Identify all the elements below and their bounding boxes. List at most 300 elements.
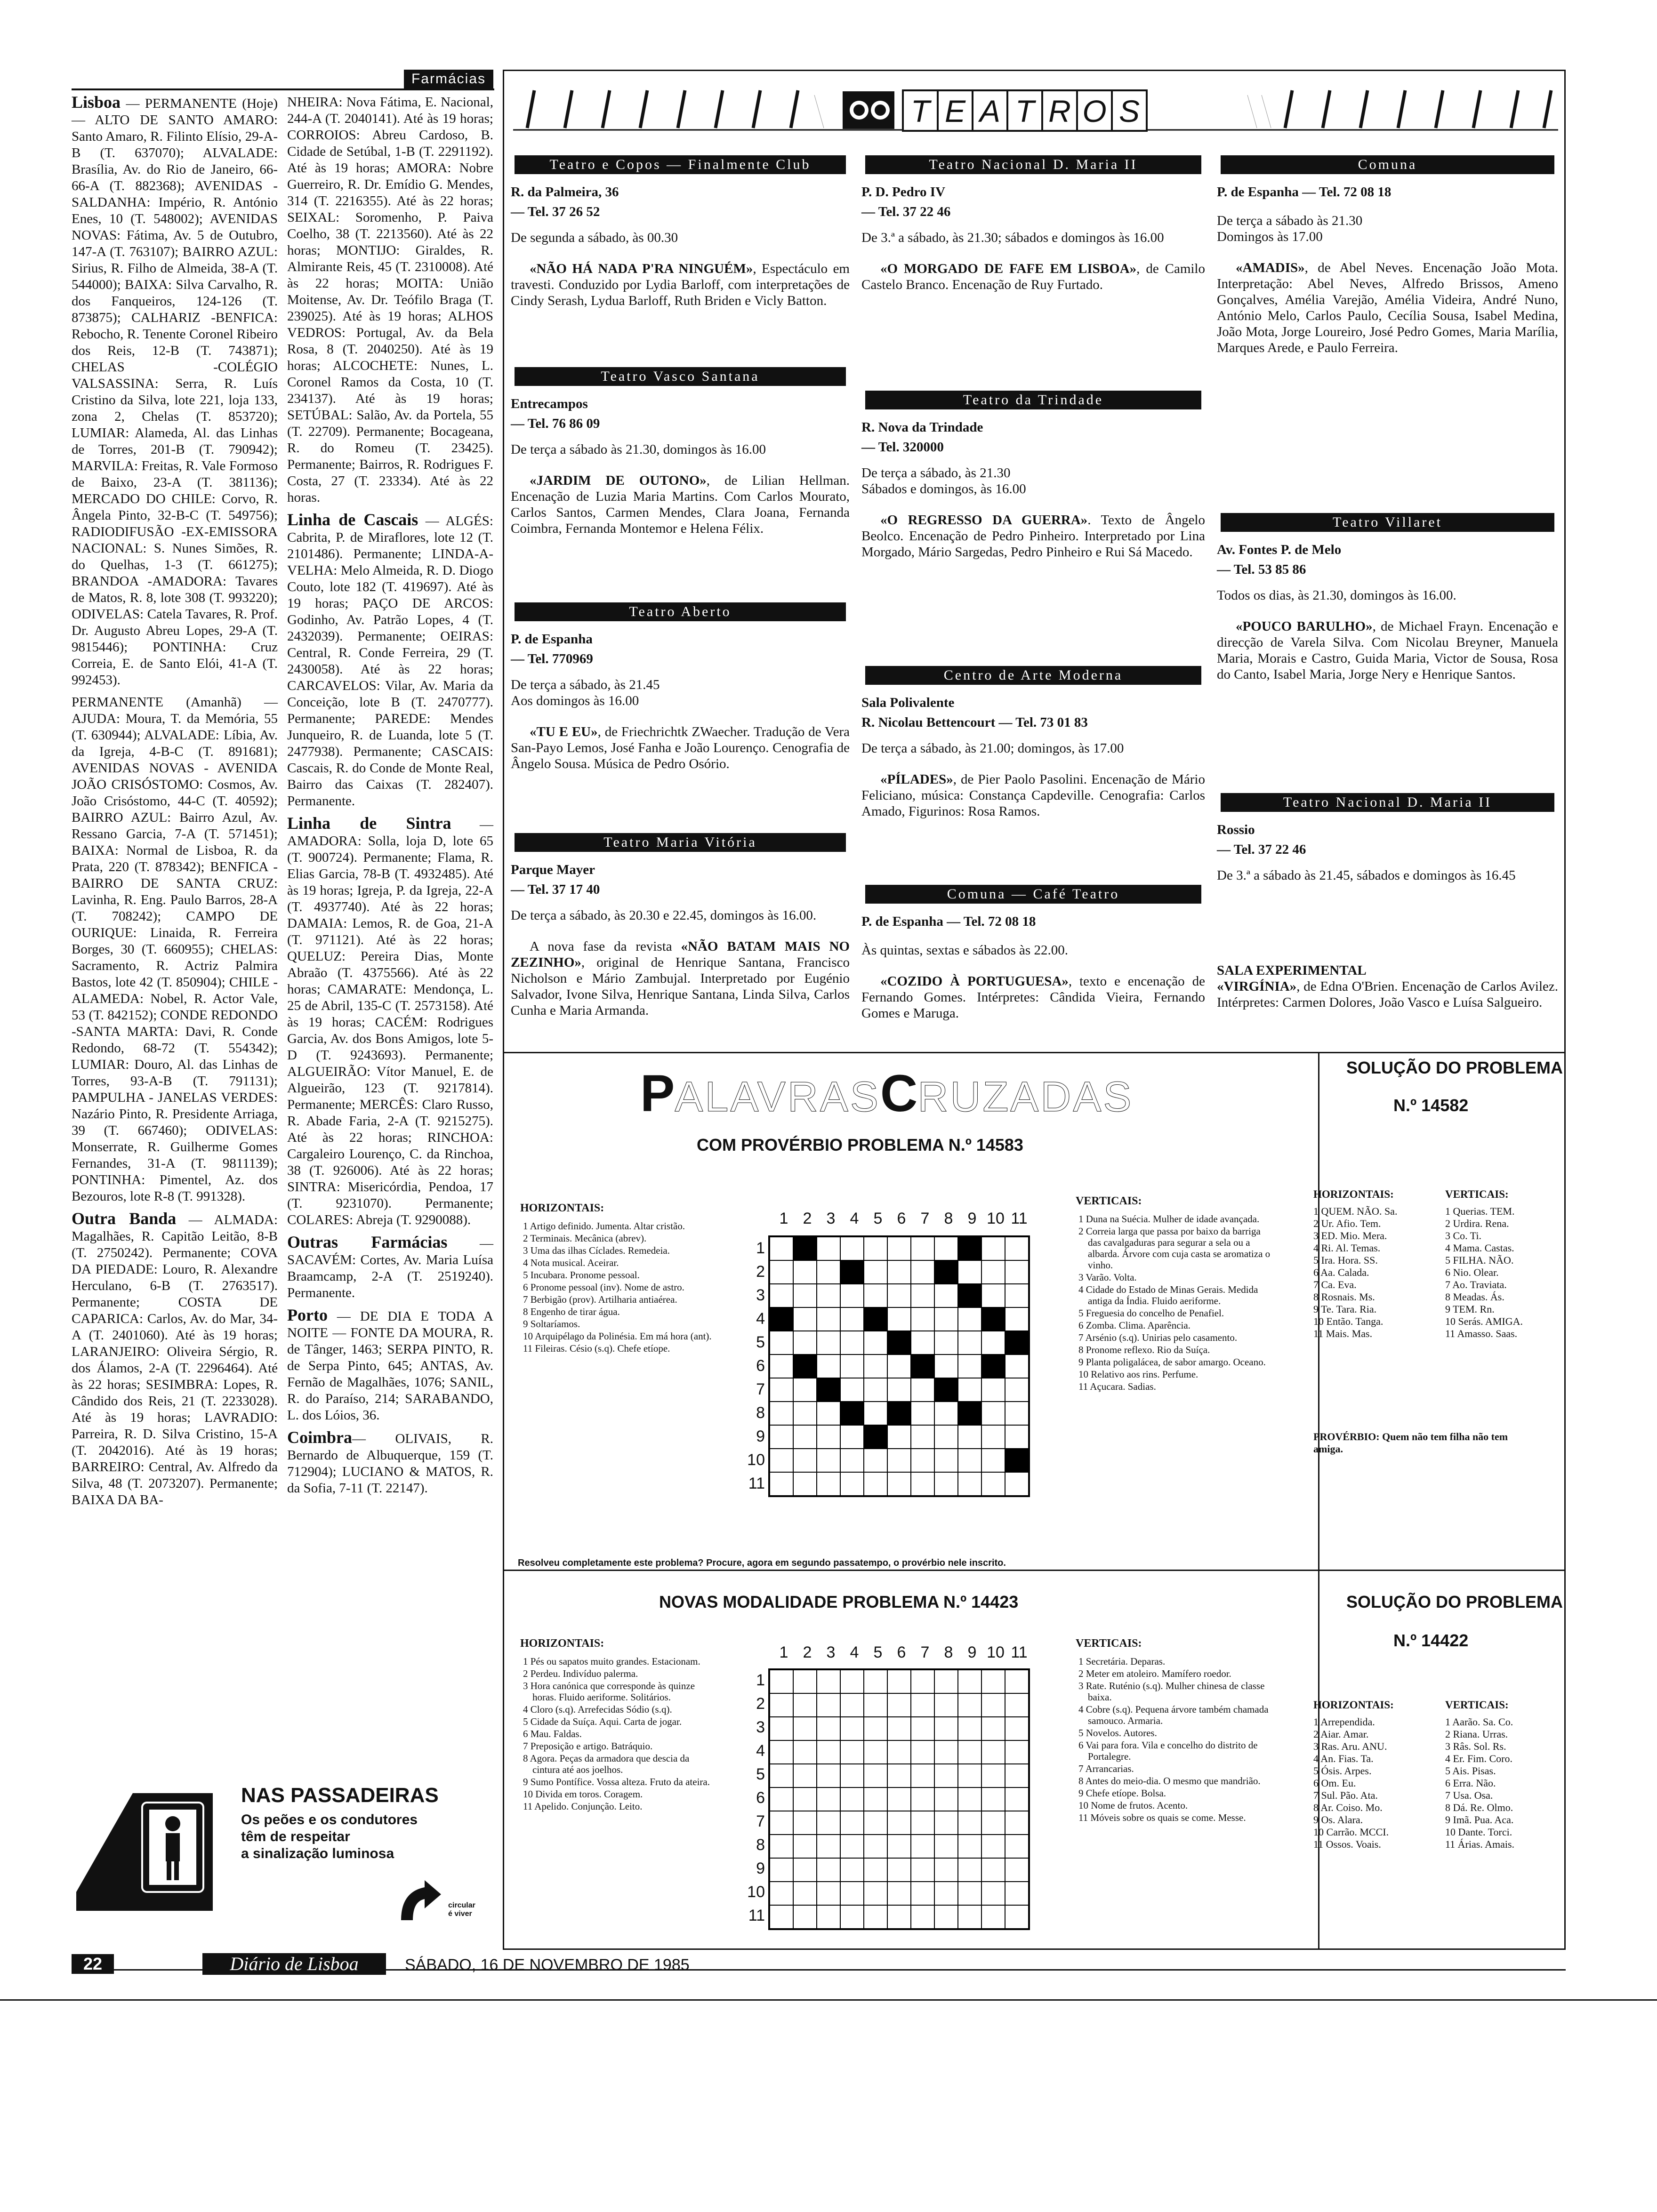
- crossword-cell[interactable]: [911, 1858, 934, 1882]
- crossword-cell[interactable]: [817, 1260, 840, 1284]
- crossword-cell[interactable]: [840, 1449, 864, 1472]
- crossword-cell[interactable]: [887, 1693, 911, 1717]
- crossword-cell[interactable]: [1005, 1787, 1029, 1811]
- column-number: 10: [987, 1643, 1005, 1661]
- crossword-cell[interactable]: [887, 1378, 911, 1402]
- crossword-cell[interactable]: [793, 1284, 817, 1307]
- crossword2-verticais: [1076, 1638, 1273, 1824]
- crossword-cell[interactable]: [817, 1670, 840, 1693]
- crossword-cell[interactable]: [958, 1717, 981, 1740]
- crossword-cell[interactable]: [793, 1835, 817, 1858]
- crossword-cell[interactable]: [840, 1905, 864, 1929]
- theatre-name: Teatro Maria Vitória: [515, 833, 846, 852]
- crossword-cell[interactable]: [840, 1717, 864, 1740]
- crossword-black-cell[interactable]: [934, 1378, 958, 1402]
- crossword-cell[interactable]: [887, 1905, 911, 1929]
- logo-p: P: [640, 1065, 675, 1122]
- crossword-cell[interactable]: [981, 1693, 1005, 1717]
- crossword-cell[interactable]: [770, 1835, 793, 1858]
- crossword-cell[interactable]: [887, 1811, 911, 1835]
- crossword-cell[interactable]: [840, 1307, 864, 1331]
- crossword-cell[interactable]: [793, 1740, 817, 1764]
- crossword-cell[interactable]: [840, 1425, 864, 1449]
- crossword-black-cell[interactable]: [840, 1260, 864, 1284]
- crossword-cell[interactable]: [958, 1811, 981, 1835]
- crossword-cell[interactable]: [864, 1740, 887, 1764]
- clue-item: 7 Arrancarias.: [1078, 1763, 1134, 1774]
- theatre-address: R. da Palmeira, 36: [511, 184, 619, 200]
- crossword-cell[interactable]: [958, 1472, 981, 1496]
- crossword-cell[interactable]: [793, 1670, 817, 1693]
- crossword-black-cell[interactable]: [981, 1354, 1005, 1378]
- crossword-cell[interactable]: [911, 1740, 934, 1764]
- crossword-black-cell[interactable]: [887, 1402, 911, 1425]
- crossword-cell[interactable]: [1005, 1882, 1029, 1905]
- crossword-cell[interactable]: [817, 1882, 840, 1905]
- crossword-cell[interactable]: [793, 1307, 817, 1331]
- crossword-cell[interactable]: [981, 1472, 1005, 1496]
- crossword-cell[interactable]: [864, 1284, 887, 1307]
- crossword-cell[interactable]: [1005, 1354, 1029, 1378]
- crossword-cell[interactable]: [770, 1764, 793, 1787]
- crossword-cell[interactable]: [1005, 1425, 1029, 1449]
- crossword-cell[interactable]: [793, 1882, 817, 1905]
- crossword-cell[interactable]: [934, 1354, 958, 1378]
- crossword-cell[interactable]: [793, 1717, 817, 1740]
- crossword-cell[interactable]: [958, 1905, 981, 1929]
- pharmacy-entry: [287, 1307, 493, 1424]
- theatre-schedule: De terça a sábado, às 20.30 e 22.45, domingos às 16.00.: [511, 908, 817, 923]
- crossword-cell[interactable]: [887, 1670, 911, 1693]
- crossword-cell[interactable]: [840, 1858, 864, 1882]
- crossword-black-cell[interactable]: [770, 1307, 793, 1331]
- crossword-cell[interactable]: [864, 1787, 887, 1811]
- solution2-verticais: [1445, 1699, 1563, 1851]
- crossword-cell[interactable]: [840, 1354, 864, 1378]
- crossword-cell[interactable]: [981, 1740, 1005, 1764]
- row-number: 4: [756, 1310, 765, 1328]
- crossword-cell[interactable]: [958, 1693, 981, 1717]
- crossword-cell[interactable]: [770, 1402, 793, 1425]
- crossword-cell[interactable]: [770, 1284, 793, 1307]
- crossword-cell[interactable]: [864, 1670, 887, 1693]
- crossword-cell[interactable]: [840, 1693, 864, 1717]
- crossword-cell[interactable]: [887, 1472, 911, 1496]
- crossword-cell[interactable]: [770, 1811, 793, 1835]
- crossword-cell[interactable]: [934, 1331, 958, 1354]
- crossword-cell[interactable]: [864, 1237, 887, 1260]
- crossword-cell[interactable]: [864, 1905, 887, 1929]
- crossword-cell[interactable]: [934, 1764, 958, 1787]
- clue-item: 1 Querias. TEM.: [1445, 1205, 1515, 1217]
- crossword-cell[interactable]: [1005, 1693, 1029, 1717]
- crossword-black-cell[interactable]: [864, 1425, 887, 1449]
- play-title: «TU E EU»: [530, 724, 598, 739]
- crossword-cell[interactable]: [817, 1693, 840, 1717]
- crossword-cell[interactable]: [981, 1425, 1005, 1449]
- crossword-cell[interactable]: [840, 1811, 864, 1835]
- crossword-cell[interactable]: [770, 1740, 793, 1764]
- crossword-cell[interactable]: [981, 1378, 1005, 1402]
- crossword-cell[interactable]: [770, 1905, 793, 1929]
- crossword-cell[interactable]: [958, 1787, 981, 1811]
- crossword-black-cell[interactable]: [793, 1354, 817, 1378]
- crossword-cell[interactable]: [934, 1425, 958, 1449]
- crossword-cell[interactable]: [770, 1858, 793, 1882]
- crossword-cell[interactable]: [934, 1882, 958, 1905]
- crossword-cell[interactable]: [934, 1307, 958, 1331]
- crossword-cell[interactable]: [911, 1882, 934, 1905]
- crossword-cell[interactable]: [934, 1693, 958, 1717]
- crossword-black-cell[interactable]: [934, 1260, 958, 1284]
- crossword-cell[interactable]: [793, 1811, 817, 1835]
- region-label: Coimbra: [287, 1428, 352, 1447]
- crossword-cell[interactable]: [981, 1449, 1005, 1472]
- crossword-cell[interactable]: [958, 1740, 981, 1764]
- crossword-cell[interactable]: [817, 1237, 840, 1260]
- crossword-cell[interactable]: [1005, 1307, 1029, 1331]
- crossword-cell[interactable]: [911, 1472, 934, 1496]
- logo-c: C: [880, 1065, 918, 1122]
- crossword-cell[interactable]: [934, 1284, 958, 1307]
- crossword-cell[interactable]: [958, 1858, 981, 1882]
- clue-item: 10 Nome de frutos. Acento.: [1078, 1800, 1188, 1811]
- clue-section-label: VERTICAIS:: [1076, 1637, 1142, 1650]
- crossword-cell[interactable]: [840, 1764, 864, 1787]
- clue-item: 2 Terminais. Mecânica (abrev).: [523, 1233, 647, 1244]
- crossword-cell[interactable]: [1005, 1717, 1029, 1740]
- crossword-cell[interactable]: [793, 1905, 817, 1929]
- crossword-black-cell[interactable]: [958, 1237, 981, 1260]
- crossword-cell[interactable]: [817, 1354, 840, 1378]
- crossword-cell[interactable]: [958, 1449, 981, 1472]
- crossword-cell[interactable]: [911, 1717, 934, 1740]
- crossword-cell[interactable]: [864, 1858, 887, 1882]
- clue-item: 9 TEM. Rn.: [1445, 1303, 1495, 1315]
- crossword-cell[interactable]: [911, 1835, 934, 1858]
- crossword-black-cell[interactable]: [911, 1354, 934, 1378]
- crossword-cell[interactable]: [817, 1787, 840, 1811]
- crossword-black-cell[interactable]: [887, 1331, 911, 1354]
- crossword-cell[interactable]: [840, 1882, 864, 1905]
- pharmacy-entry: [287, 1429, 493, 1497]
- crossword-cell[interactable]: [770, 1472, 793, 1496]
- theatre-schedule: De segunda a sábado, às 00.30: [511, 230, 678, 245]
- crossword-cell[interactable]: [981, 1835, 1005, 1858]
- crossword-cell[interactable]: [817, 1740, 840, 1764]
- crossword-cell[interactable]: [887, 1882, 911, 1905]
- crossword-cell[interactable]: [793, 1472, 817, 1496]
- crossword-cell[interactable]: [887, 1260, 911, 1284]
- crossword-cell[interactable]: [981, 1260, 1005, 1284]
- crossword-cell[interactable]: [840, 1670, 864, 1693]
- crossword-cell[interactable]: [911, 1449, 934, 1472]
- crossword-cell[interactable]: [817, 1307, 840, 1331]
- crossword-cell[interactable]: [911, 1237, 934, 1260]
- crossword-cell[interactable]: [770, 1670, 793, 1693]
- crossword-cell[interactable]: [981, 1764, 1005, 1787]
- clue-item: 9 Chefe etíope. Bolsa.: [1078, 1787, 1166, 1799]
- crossword-cell[interactable]: [911, 1764, 934, 1787]
- pharmacy-text: — PERMANENTE (Hoje) — ALTO DE SANTO AMARO: Santo Amaro, R. Filinto Elísio, 29-A-B (T. 637070); ALVALADE: Brasília, Av. do Rio de Janeiro, 66-66-A (T. 882368); AVENIDAS - SALDANHA: Império, R. António Enes, 10 (T. 548002); AVENIDAS NOVAS: Fátima, Av. 5 de Outubro, 147-A (T. 763107); BAIRRO AZUL: Sirius, R. Filho de Almeida, 38-A (T. 544000); BAIXA: Silva Carvalho, R. dos Fanqueiros, 124-126 (T. 873875); CALHARIZ -BENFICA: Rebocho, R. Tenente Coronel Ribeiro dos Reis, 12-B (T. 743871); CHELAS -COLÉGIO VALSASSINA: Serra, R. Luís Cristino da Silva, lote 221, loja 133, zona 2, Chelas (T. 853720); LUMIAR: Alameda, Al. das Linhas de Torres, 201-B (T. 790942); MARVILA: Freitas, R. Vale Formoso de Baixo, 23-A (T. 381136); MERCADO DO CHILE: Corvo, R. Ângela Pinto, 32-B-C (T. 549756); RADIODIFUSÃO -EX-EMISSORA NACIONAL: S. Nunes Simões, R. do Quelhas, 1-3 (T. 661275); BRANDOA -AMADORA: Tavares de Matos, R. 8, lote 308 (T. 993220); ODIVELAS: Catela Tavares, R. Prof. Dr. Augusto Abreu Lopes, 29-A (T. 9815446); PONTINHA: Cruz Correia, E. de Santo Elói, 41-A (T. 992453).: [72, 96, 278, 688]
- crossword-cell[interactable]: [981, 1402, 1005, 1425]
- crossword-cell[interactable]: [840, 1835, 864, 1858]
- crossword1-horizontais: [520, 1202, 718, 1355]
- crossword-cell[interactable]: [817, 1835, 840, 1858]
- clue-item: 5 Ósis. Arpes.: [1313, 1765, 1372, 1777]
- crossword-cell[interactable]: [1005, 1472, 1029, 1496]
- crossword-cell[interactable]: [770, 1787, 793, 1811]
- crossword-cell[interactable]: [864, 1260, 887, 1284]
- crossword-cell[interactable]: [1005, 1764, 1029, 1787]
- crossword-cell[interactable]: [934, 1717, 958, 1740]
- crossword-cell[interactable]: [911, 1670, 934, 1693]
- crossword-cell[interactable]: [887, 1425, 911, 1449]
- crossword-cell[interactable]: [887, 1835, 911, 1858]
- crossword-black-cell[interactable]: [958, 1284, 981, 1307]
- crossword-cell[interactable]: [1005, 1402, 1029, 1425]
- crossword-cell[interactable]: [770, 1354, 793, 1378]
- crossword-cell[interactable]: [770, 1882, 793, 1905]
- crossword-cell[interactable]: [793, 1693, 817, 1717]
- pharmacy-text: — DE DIA E TODA A NOITE — FONTE DA MOURA, R. de Tânger, 1463; SERPA PINTO, R. de Serpa Pinto, 645; ANTAS, Av. Fernão de Magalhães, 1076; SANIL, R. do Paraíso, 214; SARABANDO, L. dos Lóios, 36.: [287, 1309, 493, 1423]
- crossword-cell[interactable]: [911, 1284, 934, 1307]
- crossword-cell[interactable]: [840, 1284, 864, 1307]
- crossword-cell[interactable]: [958, 1260, 981, 1284]
- theatre-schedule: Às quintas, sextas e sábados às 22.00.: [861, 943, 1068, 958]
- crossword-cell[interactable]: [840, 1237, 864, 1260]
- crossword-cell[interactable]: [817, 1425, 840, 1449]
- crossword-cell[interactable]: [1005, 1740, 1029, 1764]
- column-number: 3: [826, 1643, 836, 1661]
- crossword-cell[interactable]: [864, 1835, 887, 1858]
- crossword-cell[interactable]: [793, 1787, 817, 1811]
- crossword-cell[interactable]: [1005, 1811, 1029, 1835]
- crossword-cell[interactable]: [934, 1670, 958, 1693]
- crossword-black-cell[interactable]: [864, 1307, 887, 1331]
- crossword-cell[interactable]: [770, 1717, 793, 1740]
- crossword-cell[interactable]: [887, 1717, 911, 1740]
- crossword-cell[interactable]: [1005, 1284, 1029, 1307]
- crossword-cell[interactable]: [911, 1811, 934, 1835]
- crossword-cell[interactable]: [1005, 1835, 1029, 1858]
- crossword-cell[interactable]: [934, 1740, 958, 1764]
- crossword-black-cell[interactable]: [1005, 1331, 1029, 1354]
- crossword-cell[interactable]: [981, 1858, 1005, 1882]
- crossword-cell[interactable]: [817, 1811, 840, 1835]
- crossword-cell[interactable]: [981, 1811, 1005, 1835]
- clue-section-label: HORIZONTAIS:: [520, 1637, 604, 1650]
- crossword-black-cell[interactable]: [958, 1402, 981, 1425]
- crossword-cell[interactable]: [817, 1717, 840, 1740]
- crossword-cell[interactable]: [934, 1472, 958, 1496]
- crossword-cell[interactable]: [911, 1307, 934, 1331]
- theatres-title-letter: T: [902, 89, 939, 132]
- crossword-cell[interactable]: [770, 1331, 793, 1354]
- clue-section-label: VERTICAIS:: [1076, 1195, 1142, 1207]
- crossword-cell[interactable]: [981, 1237, 1005, 1260]
- crossword-cell[interactable]: [1005, 1858, 1029, 1882]
- crossword-cell[interactable]: [864, 1402, 887, 1425]
- play-title: «NÃO HÁ NADA P'RA NINGUÉM»: [530, 261, 753, 276]
- crossword-black-cell[interactable]: [840, 1402, 864, 1425]
- crossword-cell[interactable]: [1005, 1378, 1029, 1402]
- crossword-cell[interactable]: [887, 1764, 911, 1787]
- clue-item: 11 Amasso. Saas.: [1445, 1328, 1518, 1339]
- crossword-cell[interactable]: [958, 1835, 981, 1858]
- crossword-cell[interactable]: [817, 1764, 840, 1787]
- crossword-cell[interactable]: [864, 1693, 887, 1717]
- crossword-cell[interactable]: [840, 1331, 864, 1354]
- crossword-cell[interactable]: [864, 1811, 887, 1835]
- play-description: , de Edna O'Brien. Encenação de Carlos Avilez. Intérpretes: Carmen Dolores, João Vasco e Luísa Salgueiro.: [1217, 979, 1558, 1010]
- page-bottom-rule: [0, 1999, 1657, 2001]
- crossword-cell[interactable]: [793, 1449, 817, 1472]
- theatre-name: Comuna — Café Teatro: [865, 885, 1201, 904]
- crossword-cell[interactable]: [958, 1670, 981, 1693]
- crossword-cell[interactable]: [958, 1764, 981, 1787]
- crossword-black-cell[interactable]: [817, 1378, 840, 1402]
- clue-item: 3 ED. Mio. Mera.: [1313, 1230, 1387, 1242]
- crossword-cell[interactable]: [981, 1882, 1005, 1905]
- crossword-cell[interactable]: [817, 1331, 840, 1354]
- solution2-number: N.º 14422: [1393, 1631, 1469, 1650]
- theatre-phone: — Tel. 770969: [511, 651, 593, 666]
- crossword-cell[interactable]: [864, 1354, 887, 1378]
- crossword-cell[interactable]: [911, 1425, 934, 1449]
- crossword-cell[interactable]: [981, 1284, 1005, 1307]
- crossword-black-cell[interactable]: [793, 1237, 817, 1260]
- theatre-play: [511, 261, 850, 309]
- crossword-cell[interactable]: [958, 1882, 981, 1905]
- crossword-cell[interactable]: [887, 1740, 911, 1764]
- crossword-cell[interactable]: [887, 1787, 911, 1811]
- crossword-cell[interactable]: [911, 1260, 934, 1284]
- crossword-black-cell[interactable]: [981, 1307, 1005, 1331]
- clue-item: 8 Antes do meio-dia. O mesmo que mandrião.: [1078, 1775, 1261, 1787]
- crossword-cell[interactable]: [793, 1331, 817, 1354]
- crossword-cell[interactable]: [770, 1260, 793, 1284]
- crossword-cell[interactable]: [981, 1331, 1005, 1354]
- row-number: 6: [756, 1357, 765, 1375]
- crossword-cell[interactable]: [981, 1717, 1005, 1740]
- crossword-cell[interactable]: [770, 1425, 793, 1449]
- column-number: 4: [850, 1643, 859, 1661]
- crossword-cell[interactable]: [911, 1905, 934, 1929]
- crossword-cell[interactable]: [770, 1378, 793, 1402]
- crossword-cell[interactable]: [864, 1449, 887, 1472]
- crossword-cell[interactable]: [887, 1284, 911, 1307]
- crossword-cell[interactable]: [793, 1260, 817, 1284]
- crossword-cell[interactable]: [840, 1787, 864, 1811]
- crossword-cell[interactable]: [887, 1449, 911, 1472]
- crossword-cell[interactable]: [934, 1787, 958, 1811]
- crossword-cell[interactable]: [817, 1472, 840, 1496]
- crossword-cell[interactable]: [958, 1425, 981, 1449]
- crossword-cell[interactable]: [981, 1905, 1005, 1929]
- crossword-cell[interactable]: [770, 1449, 793, 1472]
- clue-item: 11 Mais. Mas.: [1313, 1328, 1373, 1339]
- crossword-cell[interactable]: [911, 1787, 934, 1811]
- play-prefix: A nova fase da revista: [530, 939, 681, 954]
- crossword-cell[interactable]: [934, 1402, 958, 1425]
- clue-item: 3 Varão. Volta.: [1078, 1272, 1137, 1283]
- pharmacy-entry: [72, 94, 278, 689]
- crossword-cell[interactable]: [1005, 1237, 1029, 1260]
- crossword-cell[interactable]: [864, 1378, 887, 1402]
- crossword-cell[interactable]: [840, 1740, 864, 1764]
- crossword-cell[interactable]: [840, 1378, 864, 1402]
- crossword-cell[interactable]: [887, 1237, 911, 1260]
- theatre-phone: — Tel. 37 22 46: [1217, 842, 1306, 857]
- play-title: «NÃO BATAM MAIS NO ZEZINHO»: [511, 939, 850, 970]
- crossword-cell[interactable]: [817, 1284, 840, 1307]
- crossword-cell[interactable]: [793, 1425, 817, 1449]
- crossword-cell[interactable]: [817, 1858, 840, 1882]
- crossword-cell[interactable]: [864, 1882, 887, 1905]
- crossword-cell[interactable]: [887, 1307, 911, 1331]
- crossword-cell[interactable]: [911, 1378, 934, 1402]
- crossword-cell[interactable]: [793, 1402, 817, 1425]
- crossword-cell[interactable]: [981, 1787, 1005, 1811]
- ad-line-1: Os peões e os condutores: [241, 1812, 418, 1827]
- crossword-cell[interactable]: [770, 1237, 793, 1260]
- crossword-cell[interactable]: [934, 1858, 958, 1882]
- crossword-cell[interactable]: [911, 1331, 934, 1354]
- crossword-black-cell[interactable]: [1005, 1449, 1029, 1472]
- crossword-cell[interactable]: [864, 1331, 887, 1354]
- crossword-cell[interactable]: [958, 1331, 981, 1354]
- crossword-cell[interactable]: [817, 1449, 840, 1472]
- crossword-cell[interactable]: [911, 1693, 934, 1717]
- row-number: 3: [756, 1718, 765, 1736]
- crossword-cell[interactable]: [840, 1472, 864, 1496]
- crossword-cell[interactable]: [1005, 1905, 1029, 1929]
- clue-item: 6 Aa. Calada.: [1313, 1266, 1369, 1278]
- crossword-cell[interactable]: [958, 1307, 981, 1331]
- crossword-cell[interactable]: [864, 1472, 887, 1496]
- crossword-cell[interactable]: [934, 1811, 958, 1835]
- crossword-cell[interactable]: [911, 1402, 934, 1425]
- crossword-cell[interactable]: [934, 1905, 958, 1929]
- crossword-cell[interactable]: [864, 1764, 887, 1787]
- pharmacy-text: — ALMADA: Magalhães, R. Capitão Leitão, 8-B (T. 2750242). Permanente; COVA DA PIEDADE: Louro, R. Alexandre Herculano, 6-B (T. 2763517). Permanente; COSTA DE CAPARICA: Carlos, Av. do Mar, 34-A (T. 2401060). Até às 19 horas; LARANJEIRO: Oliveira Sérgio, R. dos Álamos, 2-A (T. 2296464). Até às 22 horas; SESIMBRA: Lopes, R. Cândido dos Reis, 21 (T. 2233028). Até às 19 horas; LAVRADIO: Parreira, R. D. Silva Cristino, 15-A (T. 2042016). Até às 19 horas; BARREIRO: Central, Av. Alfredo da Silva, 48 (T. 2073207). Permanente; BAIXA DA BA-: [72, 1212, 278, 1507]
- crossword-cell[interactable]: [887, 1858, 911, 1882]
- crossword-cell[interactable]: [934, 1237, 958, 1260]
- crossword-cell[interactable]: [817, 1402, 840, 1425]
- crossword-cell[interactable]: [793, 1378, 817, 1402]
- clue-item: 4 An. Fias. Ta.: [1313, 1753, 1374, 1764]
- crossword-cell[interactable]: [1005, 1260, 1029, 1284]
- crossword-cell[interactable]: [958, 1354, 981, 1378]
- crossword-cell[interactable]: [887, 1354, 911, 1378]
- clue-item: 9 Te. Tara. Ria.: [1313, 1303, 1377, 1315]
- crossword-cell[interactable]: [817, 1905, 840, 1929]
- crossword-cell[interactable]: [934, 1835, 958, 1858]
- crossword-cell[interactable]: [958, 1378, 981, 1402]
- crossword-cell[interactable]: [981, 1670, 1005, 1693]
- crossword-cell[interactable]: [864, 1717, 887, 1740]
- clue-item: 7 Arsénio (s.q). Unirias pelo casamento.: [1078, 1332, 1238, 1343]
- crossword-cell[interactable]: [934, 1449, 958, 1472]
- clue-item: 2 Riana. Urras.: [1445, 1728, 1508, 1740]
- proverb-label: PROVÉRBIO:: [1313, 1431, 1380, 1443]
- crossword-cell[interactable]: [793, 1858, 817, 1882]
- crossword-cell[interactable]: [1005, 1670, 1029, 1693]
- crossword-cell[interactable]: [793, 1764, 817, 1787]
- crossword-cell[interactable]: [770, 1693, 793, 1717]
- row-number: 10: [747, 1883, 765, 1901]
